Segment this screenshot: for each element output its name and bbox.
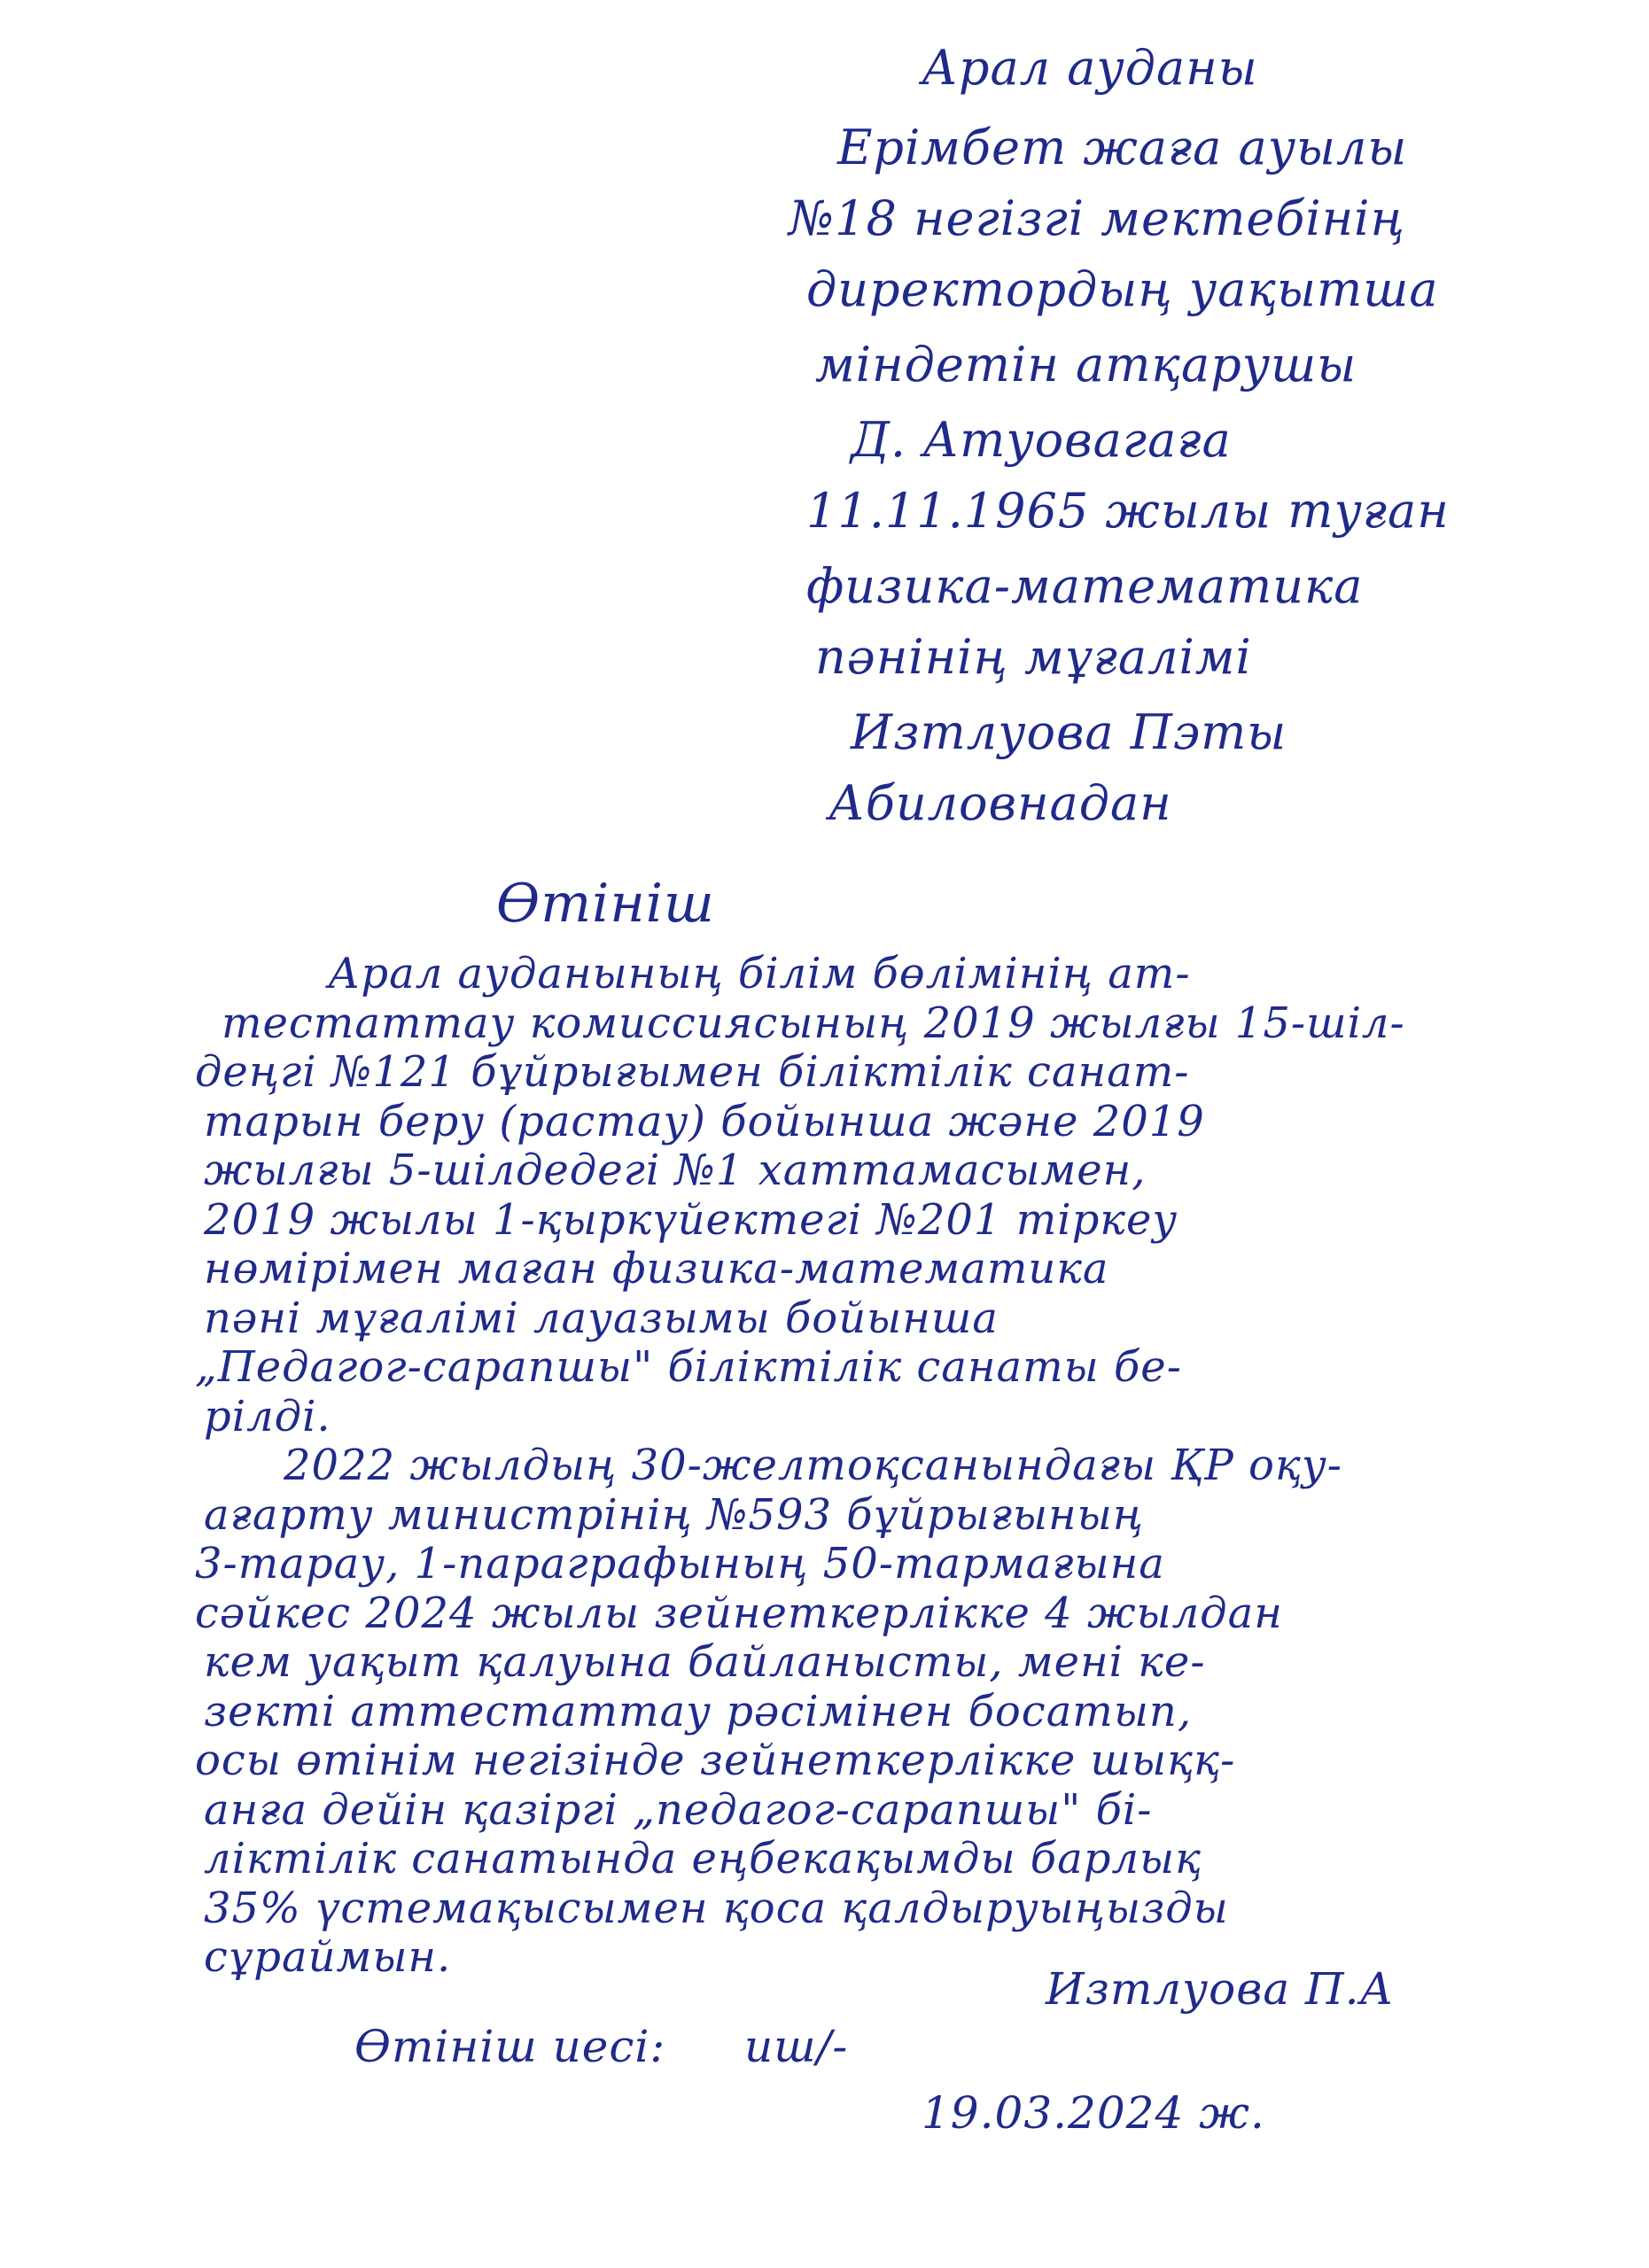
addressee-line: Абиловнадан	[828, 775, 1172, 831]
body-line: 3-тарау, 1-параграфының 50-тармағына	[195, 1539, 1165, 1588]
body-line: 2019 жылы 1-қыркүйектегі №201 тіркеу	[204, 1195, 1178, 1245]
signature-date: 19.03.2024 ж.	[922, 2087, 1265, 2139]
addressee-line: 11.11.1965 жылы туған	[806, 483, 1450, 539]
body-line: 2022 жылдың 30-желтоқсанындағы ҚР оқу-	[284, 1441, 1343, 1490]
addressee-line: Ерімбет жаға ауылы	[837, 120, 1408, 175]
body-line: Арал ауданының білім бөлімінің ат-	[328, 949, 1191, 998]
body-line: 35% үстемақысымен қоса қалдыруыңызды	[204, 1884, 1229, 1933]
addressee-line: Д. Атуовагаға	[851, 412, 1232, 468]
body-line: ағарту министрінің №593 бұйрығының	[204, 1490, 1144, 1540]
body-line: тестаттау комиссиясының 2019 жылғы 15-шіл-	[222, 998, 1405, 1048]
body-line: тарын беру (растау) бойынша және 2019	[204, 1097, 1205, 1146]
body-line: пәні мұғалімі лауазымы бойынша	[204, 1293, 999, 1343]
body-line: ліктілік санатында еңбекақымды барлық	[204, 1834, 1202, 1884]
addressee-line: Изтлуова Пэты	[851, 704, 1287, 760]
addressee-line: директордың уақытша	[806, 261, 1439, 317]
body-line: жылғы 5-шілдедегі №1 хаттамасымен,	[204, 1146, 1147, 1195]
body-line: кем уақыт қалуына байланысты, мені ке-	[204, 1637, 1206, 1687]
body-line: деңгі №121 бұйрығымен біліктілік санат-	[195, 1047, 1190, 1097]
body-line: сәйкес 2024 жылы зейнеткерлікке 4 жылдан	[195, 1588, 1283, 1638]
document-title: Өтініш	[496, 873, 715, 935]
body-line: рілді.	[204, 1392, 331, 1441]
body-line: сұраймын.	[204, 1932, 452, 1982]
addressee-line: міндетін атқарушы	[815, 337, 1357, 392]
addressee-line: Арал ауданы	[922, 40, 1258, 96]
addressee-line: физика-математика	[806, 558, 1364, 614]
body-line: анға дейін қазіргі „педагог-сарапшы" бі-	[204, 1785, 1153, 1835]
signer-name: Изтлуова П.А	[1046, 1963, 1395, 2015]
body-line: зекті аттестаттау рәсімінен босатып,	[204, 1687, 1193, 1736]
addressee-line: №18 негізгі мектебінің	[789, 190, 1405, 246]
body-line: „Педагог-сарапшы" біліктілік санаты бе-	[195, 1342, 1182, 1392]
body-line: нөмірімен маған физика-математика	[204, 1244, 1109, 1293]
signature-mark: иш/-	[744, 2021, 849, 2072]
addressee-line: пәнінің мұғалімі	[815, 629, 1252, 685]
signature-label: Өтініш иесі:	[354, 2021, 666, 2072]
body-line: осы өтінім негізінде зейнеткерлікке шыққ-	[195, 1736, 1236, 1785]
